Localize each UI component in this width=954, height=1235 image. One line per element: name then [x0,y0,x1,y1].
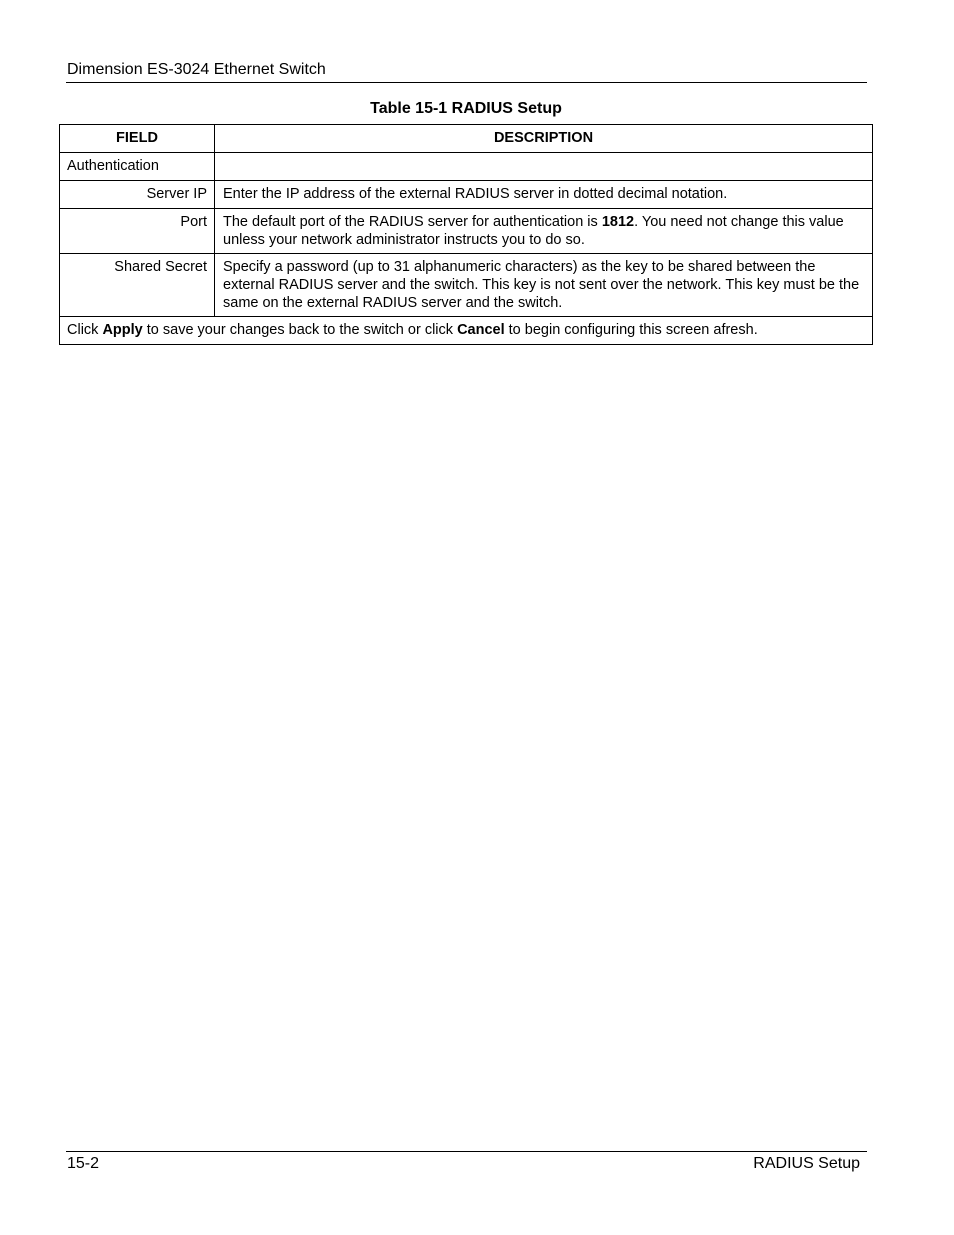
apply-label: Apply [102,322,143,338]
note-text-middle: to save your changes back to the switch or click [142,322,458,338]
description-cell-server-ip: Enter the IP address of the external RADIUS server in dotted decimal notation. [215,181,873,209]
footer-section-name: RADIUS Setup [753,1155,860,1172]
page-footer [66,1151,867,1176]
default-port-value: 1812 [601,214,635,230]
table-row-server-ip [60,181,873,209]
field-cell-authentication: Authentication [60,153,215,181]
table-header-row [60,125,873,153]
document-title: Dimension ES-3024 Ethernet Switch [67,61,326,78]
description-cell-port [215,209,873,254]
note-text-end: to begin configuring this screen afresh. [504,322,758,338]
field-cell-port: Port [60,209,215,254]
field-column-header: FIELD [60,125,215,153]
field-cell-server-ip: Server IP [60,181,215,209]
table-row-authentication [60,153,873,181]
page-number: 15-2 [67,1155,100,1172]
description-column-header: DESCRIPTION [215,125,873,153]
cancel-label: Cancel [457,322,505,338]
port-description-text: The default port of the RADIUS server for authentication is [223,214,602,230]
table-row-port [60,209,873,254]
table-caption: Table 15-1 RADIUS Setup [370,100,562,117]
table-row-note [60,317,873,345]
radius-setup-table [59,124,873,345]
port-description-text-end: . You need not change this value unless your network administrator instructs you to do so. [223,214,844,248]
description-cell-authentication [215,153,873,181]
page-header [66,60,867,83]
field-cell-shared-secret: Shared Secret [60,254,215,317]
table-row-shared-secret [60,254,873,317]
description-cell-shared-secret: Specify a password (up to 31 alphanumeric characters) as the key to be shared between the external RADIUS server and the switch. This key is not sent over the network. This key must be the same on the external RADIUS server and the switch. [215,254,873,317]
apply-cancel-note [60,317,873,345]
note-text-start: Click [67,322,103,338]
